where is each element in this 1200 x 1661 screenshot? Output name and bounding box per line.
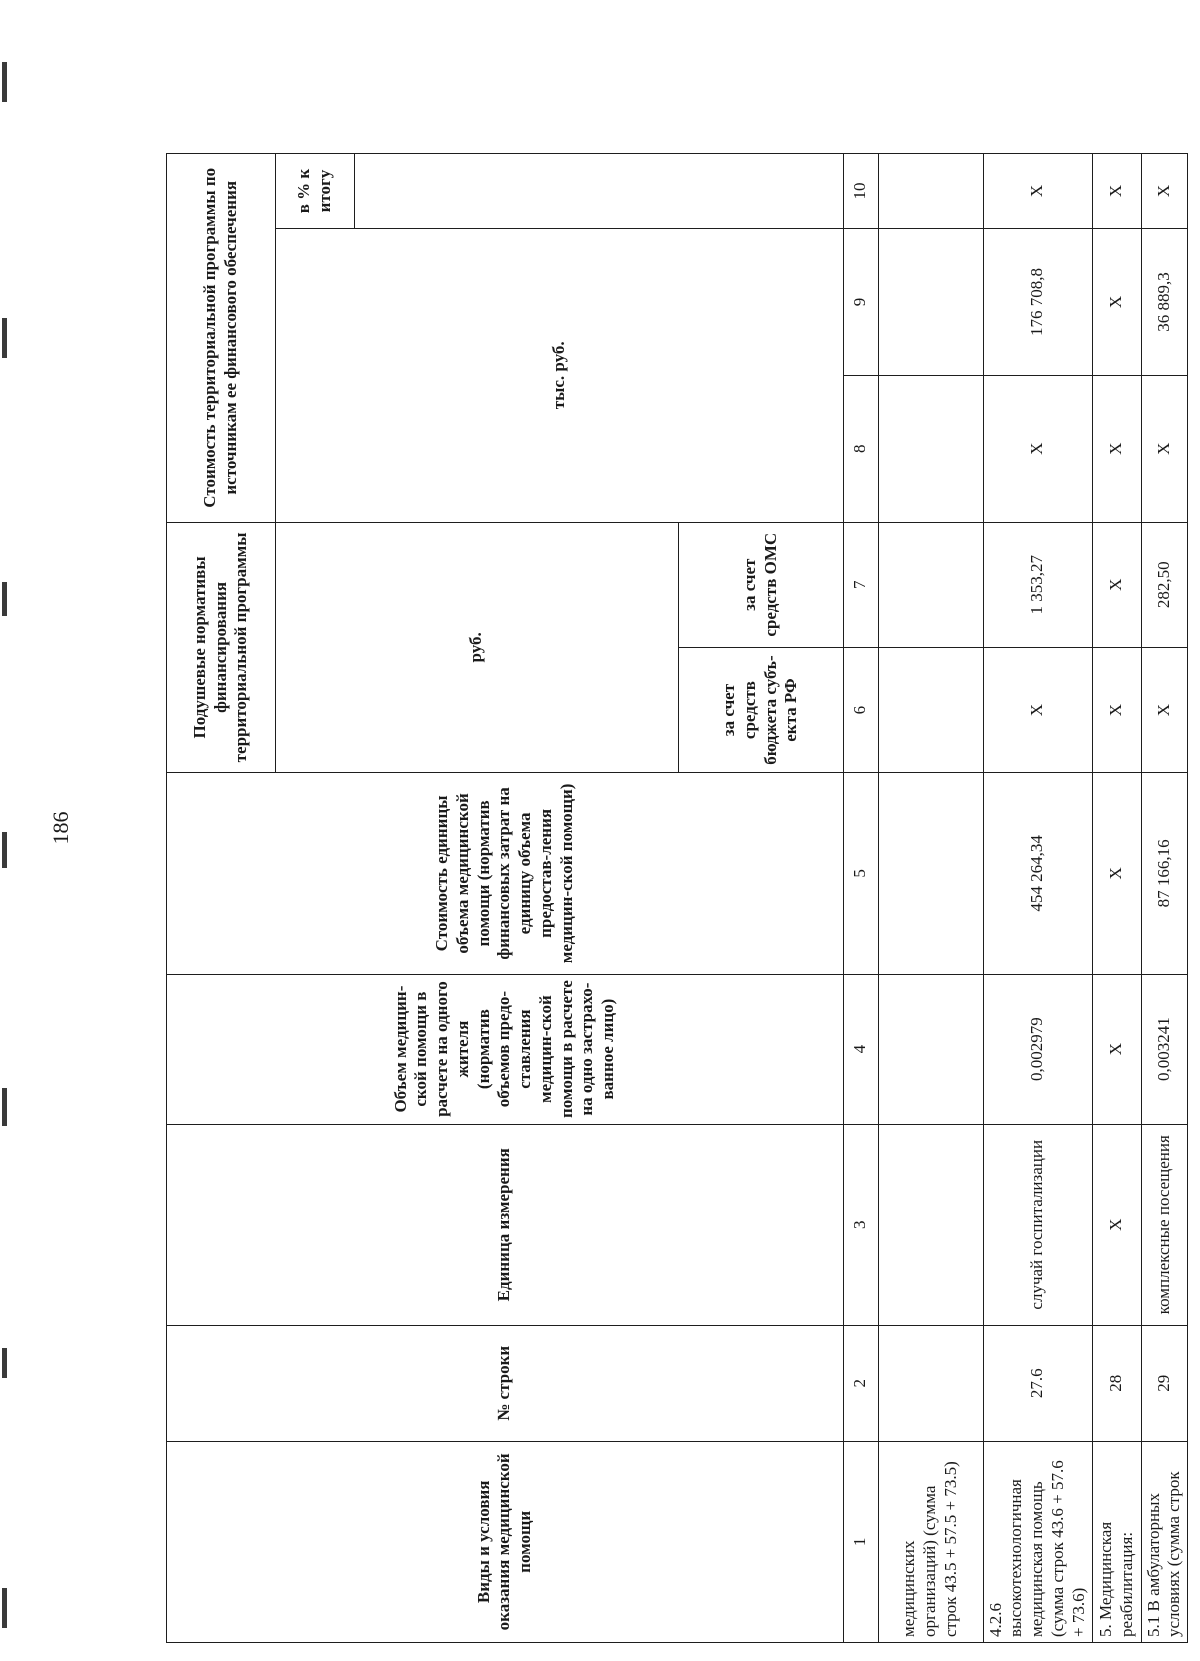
row-pc-oms xyxy=(878,522,983,647)
row-cost-budget: X xyxy=(983,375,1092,522)
row-unit: комплексные посещения xyxy=(1141,1124,1187,1325)
row-unit: случай госпитализации xyxy=(983,1124,1092,1325)
col-num-10: 10 xyxy=(843,154,878,229)
row-volume: 0,003241 xyxy=(1141,974,1187,1124)
row-name: медицинских организаций) (сумма строк 43.5 + 57.5 + 73.5) xyxy=(878,1441,983,1642)
row-line: 29 xyxy=(1141,1325,1187,1441)
row-cost-oms xyxy=(878,229,983,376)
header-per-capita-group: Подушевые нормативы финансирования территориальной программы xyxy=(167,522,276,773)
header-line-number: № строки xyxy=(167,1325,844,1441)
header-unit: Единица измерения xyxy=(167,1124,844,1325)
row-unit: X xyxy=(1092,1124,1141,1325)
col-num-5: 5 xyxy=(843,773,878,974)
row-pc-budget xyxy=(878,647,983,772)
header-pc-oms: за счет средств ОМС xyxy=(678,522,843,647)
col-num-8: 8 xyxy=(843,375,878,522)
row-name: 5. Медицинская реабилитация: xyxy=(1092,1441,1141,1642)
row-pc-budget: X xyxy=(983,647,1092,772)
row-pc-oms: 282,50 xyxy=(1141,522,1187,647)
table-row xyxy=(983,154,1092,1643)
row-percent xyxy=(878,154,983,229)
header-percent-total: в % к итогу xyxy=(276,154,355,229)
row-line: 28 xyxy=(1092,1325,1141,1441)
row-percent: X xyxy=(1141,154,1187,229)
row-unit-cost: X xyxy=(1092,773,1141,974)
header-percent-blank xyxy=(355,154,844,229)
row-line: 27.6 xyxy=(983,1325,1092,1441)
col-num-9: 9 xyxy=(843,229,878,376)
row-line xyxy=(878,1325,983,1441)
column-numbers-row xyxy=(843,154,878,1643)
col-num-6: 6 xyxy=(843,647,878,772)
row-name: 5.1 В амбулаторных условиях (сумма строк xyxy=(1141,1441,1187,1642)
col-num-1: 1 xyxy=(843,1441,878,1642)
row-unit-cost: 87 166,16 xyxy=(1141,773,1187,974)
header-types: Виды и условия оказания медицинской помощи xyxy=(167,1441,844,1642)
row-cost-budget xyxy=(878,375,983,522)
header-volume: Объем медицин-ской помощи в расчете на одного жителя (норматив объемов предо-ставления медицин-ской помощи в расчете на одно застрахо-ванное лицо) xyxy=(167,974,844,1124)
row-cost-oms: 36 889,3 xyxy=(1141,229,1187,376)
col-num-7: 7 xyxy=(843,522,878,647)
row-name: 4.2.6 высокотехнологичная медицинская помощь (сумма строк 43.6 + 57.6 + 73.6) xyxy=(983,1441,1092,1642)
header-program-cost-group: Стоимость территориальной программы по источникам ее финансового обеспечения xyxy=(167,154,276,523)
col-num-4: 4 xyxy=(843,974,878,1124)
row-volume xyxy=(878,974,983,1124)
table-row xyxy=(1092,154,1141,1643)
row-pc-oms: X xyxy=(1092,522,1141,647)
row-volume: 0,002979 xyxy=(983,974,1092,1124)
row-percent: X xyxy=(1092,154,1141,229)
financing-table xyxy=(166,153,1188,1643)
row-pc-budget: X xyxy=(1141,647,1187,772)
page-number: 186 xyxy=(48,811,73,845)
header-pc-budget: за счет средств бюджета субъ-екта РФ xyxy=(678,647,843,772)
row-unit-cost xyxy=(878,773,983,974)
table-row xyxy=(878,154,983,1643)
row-pc-budget: X xyxy=(1092,647,1141,772)
row-volume: X xyxy=(1092,974,1141,1124)
header-unit-rub: руб. xyxy=(276,522,679,773)
table-row xyxy=(1141,154,1187,1643)
row-cost-oms: 176 708,8 xyxy=(983,229,1092,376)
col-num-3: 3 xyxy=(843,1124,878,1325)
row-cost-oms: X xyxy=(1092,229,1141,376)
row-unit xyxy=(878,1124,983,1325)
row-cost-budget: X xyxy=(1092,375,1141,522)
row-pc-oms: 1 353,27 xyxy=(983,522,1092,647)
row-unit-cost: 454 264,34 xyxy=(983,773,1092,974)
header-unit-cost: Стоимость единицы объема медицинской помощи (норматив финансовых затрат на единицу объема предостав-ления медицин-ской помощи) xyxy=(167,773,844,974)
row-cost-budget: X xyxy=(1141,375,1187,522)
col-num-2: 2 xyxy=(843,1325,878,1441)
row-percent: X xyxy=(983,154,1092,229)
header-unit-thous-rub: тыс. руб. xyxy=(276,229,844,523)
